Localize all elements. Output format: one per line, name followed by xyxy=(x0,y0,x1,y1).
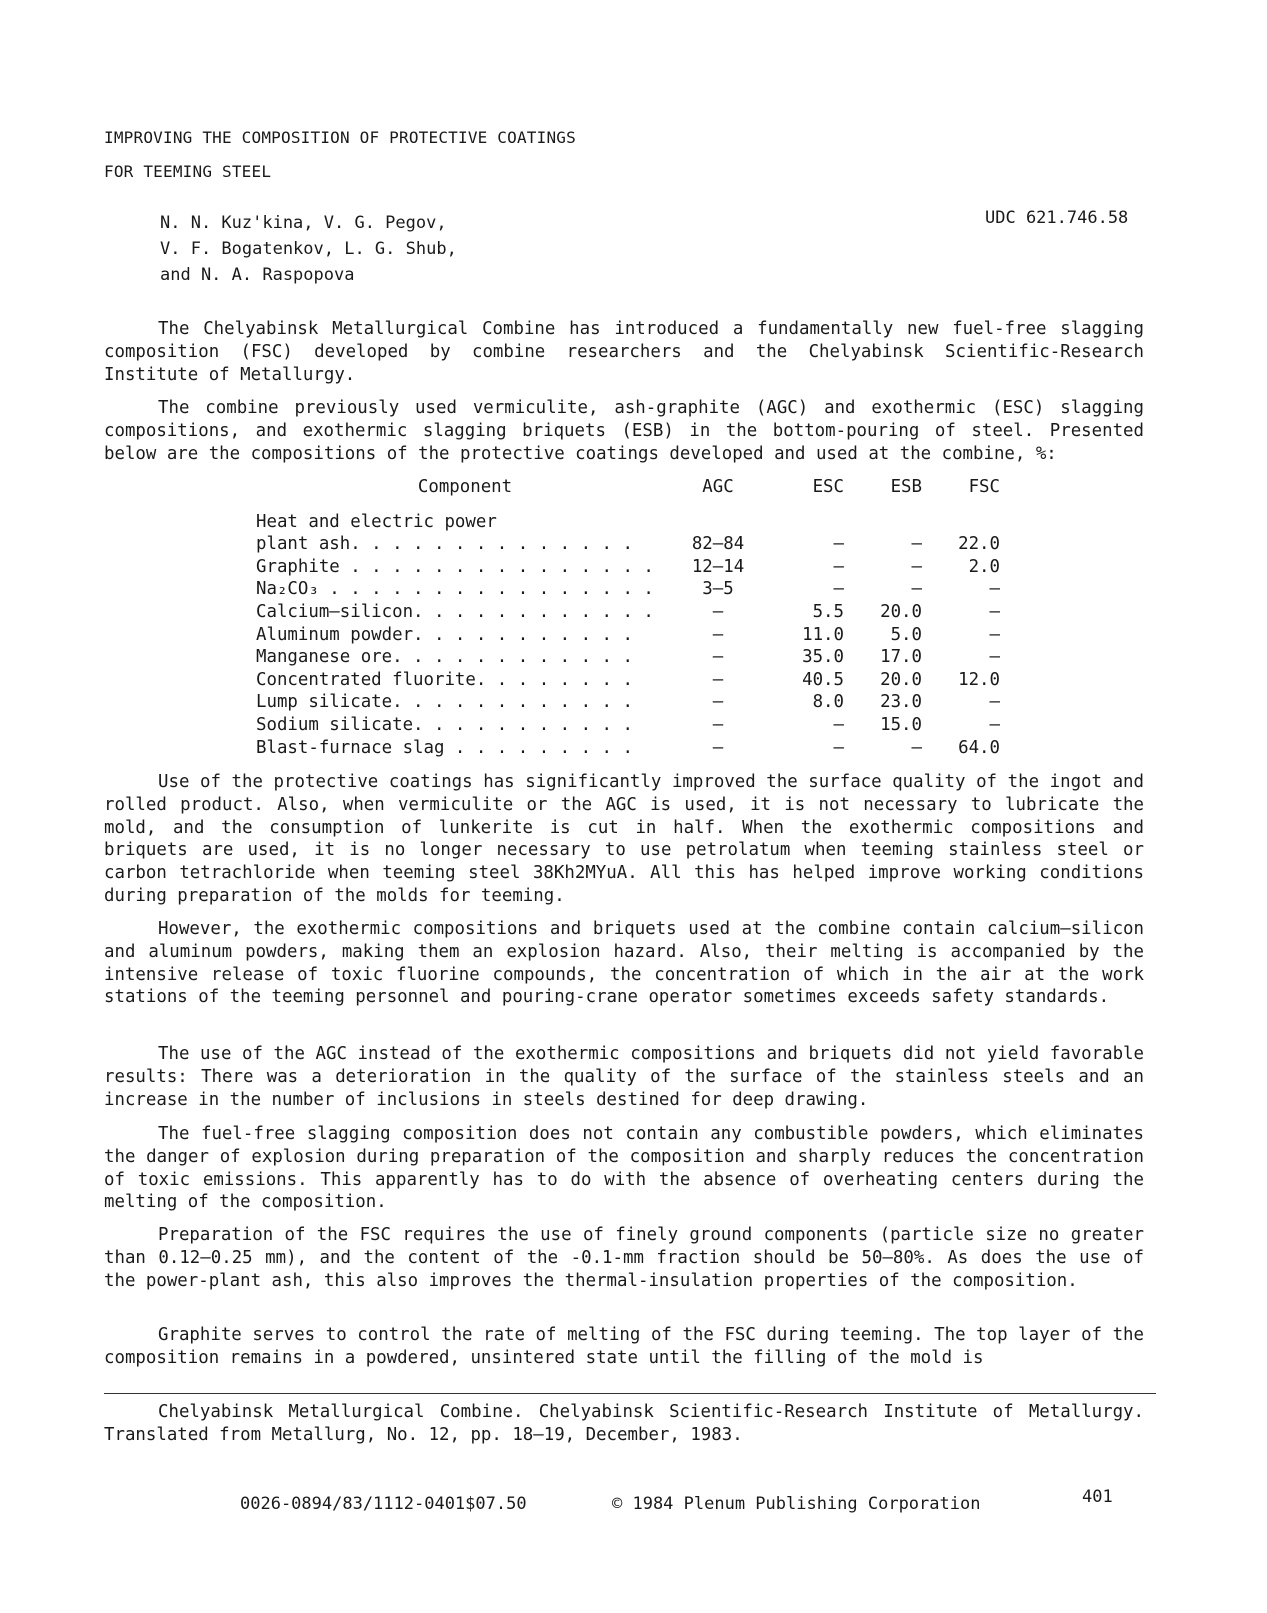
udc-code: UDC 621.746.58 xyxy=(985,208,1129,228)
table-row xyxy=(256,669,1000,692)
cell-esc: 5.5 xyxy=(812,601,844,622)
cell-fsc: 22.0 xyxy=(958,534,1000,555)
table-row xyxy=(256,624,1000,647)
cell-esc: 40.5 xyxy=(802,669,844,690)
paragraph-benefits: Use of the protective coatings has significantly improved the surface quality of the ingot and rolled product. Also, when vermiculite or the AGC is used, it is not necessary to lubricate the mold, and the consumption of lunkerite is cut in half. When the exothermic compositions and briquets are used, it is no longer necessary to use petrolatum when teeming stainless steel or carbon tetrachloride when teeming steel 38Kh2MYuA. All this has helped improve working conditions during preparation of the molds for teeming. xyxy=(104,772,1144,906)
paragraph-agc-results: The use of the AGC instead of the exothermic compositions and briquets did not yield favorable results: There was a deterioration in the quality of the surface of the stainless steels and an increase in the number of inclusions in steels destined for deep drawing. xyxy=(104,1044,1144,1110)
author-line: N. N. Kuz'kina, V. G. Pegov, xyxy=(160,213,447,233)
cell-esb: 23.0 xyxy=(880,692,922,713)
cell-agc: – xyxy=(712,714,724,735)
table-row xyxy=(256,714,1000,737)
paragraph-preparation: Preparation of the FSC requires the use of finely ground components (particle size no greater than 0.12–0.25 mm), and the content of the -0.1-mm fraction should be 50–80%. As does the use of the power-plant ash, this also improves the thermal-insulation properties of the composition. xyxy=(104,1225,1144,1291)
cell-esc: – xyxy=(833,556,844,577)
cell-name: Na₂CO₃ . . . . . . . . . . . . . . . . xyxy=(256,579,654,600)
cell-name: Lump silicate. . . . . . . . . . . . xyxy=(256,692,633,713)
paragraph-intro: The Chelyabinsk Metallurgical Combine has introduced a fundamentally new fuel-free slagging composition (FSC) developed by combine researchers and the Chelyabinsk Scientific-Research Institute of Metallurgy. xyxy=(104,319,1144,385)
cell-agc: – xyxy=(712,669,724,690)
header-esb: ESB xyxy=(890,477,922,497)
cell-name: Blast-furnace slag . . . . . . . . . xyxy=(256,737,633,758)
cell-name: Calcium–silicon. . . . . . . . . . . . xyxy=(256,601,654,622)
cell-agc: – xyxy=(712,737,724,758)
paragraph-fsc-safety: The fuel-free slagging composition does not contain any combustible powders, which eliminates the danger of explosion during preparation of the composition and sharply reduces the concentration of toxic emissions. This apparently has to do with the absence of overheating centers during the melting of the composition. xyxy=(104,1124,1144,1213)
cell-esb: 5.0 xyxy=(890,624,922,645)
table-row xyxy=(256,533,1000,556)
paragraph-hazards: However, the exothermic compositions and briquets used at the combine contain calcium–silicon and aluminum powders, making them an explosion hazard. Also, their melting is accompanied by the intensive release of toxic fluorine compounds, the concentration of which in the air at the work stations of the teeming personnel and pouring-crane operator sometimes exceeds safety standards. xyxy=(104,919,1144,1008)
paragraph-previous-compositions: The combine previously used vermiculite, ash-graphite (AGC) and exothermic (ESC) slagging compositions, and exothermic slagging briquets (ESB) in the bottom-pouring of steel. Presented below are the compositions of the protective coatings developed and used at the combine, %: xyxy=(104,398,1144,464)
cell-esb: 17.0 xyxy=(880,647,922,668)
cell-name: Sodium silicate. . . . . . . . . . . xyxy=(256,714,633,735)
cell-fsc: 12.0 xyxy=(958,669,1000,690)
cell-fsc: 64.0 xyxy=(958,737,1000,758)
table-row xyxy=(256,691,1000,714)
cell-agc: – xyxy=(712,601,724,622)
table-row xyxy=(256,556,1000,579)
table-row xyxy=(256,737,1000,760)
article-title-line-1: IMPROVING THE COMPOSITION OF PROTECTIVE COATINGS xyxy=(104,128,576,147)
cell-agc: – xyxy=(712,692,724,713)
table-header-row xyxy=(256,476,1000,511)
table-row xyxy=(256,578,1000,601)
header-agc: AGC xyxy=(702,477,734,497)
cell-fsc: – xyxy=(989,647,1000,668)
cell-agc: – xyxy=(712,624,724,645)
table-row xyxy=(256,511,1000,534)
footnote: Chelyabinsk Metallurgical Combine. Chelyabinsk Scientific-Research Institute of Metallurgy. Translated from Metallurg, No. 12, pp. 18–19, December, 1983. xyxy=(104,1402,1144,1445)
cell-esb: 20.0 xyxy=(880,669,922,690)
cell-name: plant ash. . . . . . . . . . . . . . xyxy=(256,534,633,555)
cell-name: Concentrated fluorite. . . . . . . . xyxy=(256,669,633,690)
copyright-notice: © 1984 Plenum Publishing Corporation xyxy=(612,1494,981,1514)
cell-esc: – xyxy=(833,737,844,758)
author-line: and N. A. Raspopova xyxy=(160,265,355,285)
composition-table xyxy=(256,476,1000,759)
cell-esb: 15.0 xyxy=(880,714,922,735)
article-title-line-2: FOR TEEMING STEEL xyxy=(104,162,272,181)
cell-agc: 12–14 xyxy=(691,556,745,577)
header-fsc: FSC xyxy=(968,477,1000,497)
table-row xyxy=(256,601,1000,624)
cell-esb: – xyxy=(911,534,922,555)
cell-name: Manganese ore. . . . . . . . . . . . xyxy=(256,647,633,668)
cell-agc: – xyxy=(712,647,724,668)
paragraph-graphite: Graphite serves to control the rate of melting of the FSC during teeming. The top layer of the composition remains in a powdered, unsintered state until the filling of the mold is xyxy=(104,1325,1144,1368)
cell-fsc: – xyxy=(989,579,1000,600)
cell-esc: – xyxy=(833,579,844,600)
cell-esc: 11.0 xyxy=(802,624,844,645)
cell-fsc: – xyxy=(989,714,1000,735)
author-line: V. F. Bogatenkov, L. G. Shub, xyxy=(160,239,457,259)
group-label: Heat and electric power xyxy=(256,511,497,532)
cell-agc: 3–5 xyxy=(702,579,734,600)
cell-name: Aluminum powder. . . . . . . . . . . xyxy=(256,624,633,645)
cell-fsc: – xyxy=(989,624,1000,645)
header-esc: ESC xyxy=(812,477,844,497)
cell-esb: – xyxy=(911,579,922,600)
cell-esc: – xyxy=(833,534,844,555)
cell-fsc: – xyxy=(989,692,1000,713)
cell-fsc: – xyxy=(989,601,1000,622)
cell-esc: – xyxy=(833,714,844,735)
table-row xyxy=(256,646,1000,669)
article-code: 0026-0894/83/1112-0401$07.50 xyxy=(240,1494,527,1514)
cell-esb: – xyxy=(911,556,922,577)
cell-esb: 20.0 xyxy=(880,601,922,622)
footnote-divider xyxy=(104,1393,1156,1394)
cell-name: Graphite . . . . . . . . . . . . . . . xyxy=(256,556,654,577)
cell-esb: – xyxy=(911,737,922,758)
header-component: Component xyxy=(417,477,513,497)
cell-esc: 35.0 xyxy=(802,647,844,668)
author-list xyxy=(160,210,457,288)
cell-esc: 8.0 xyxy=(812,692,844,713)
cell-fsc: 2.0 xyxy=(968,556,1000,577)
page-number: 401 xyxy=(1082,1487,1113,1507)
cell-agc: 82–84 xyxy=(691,534,745,555)
